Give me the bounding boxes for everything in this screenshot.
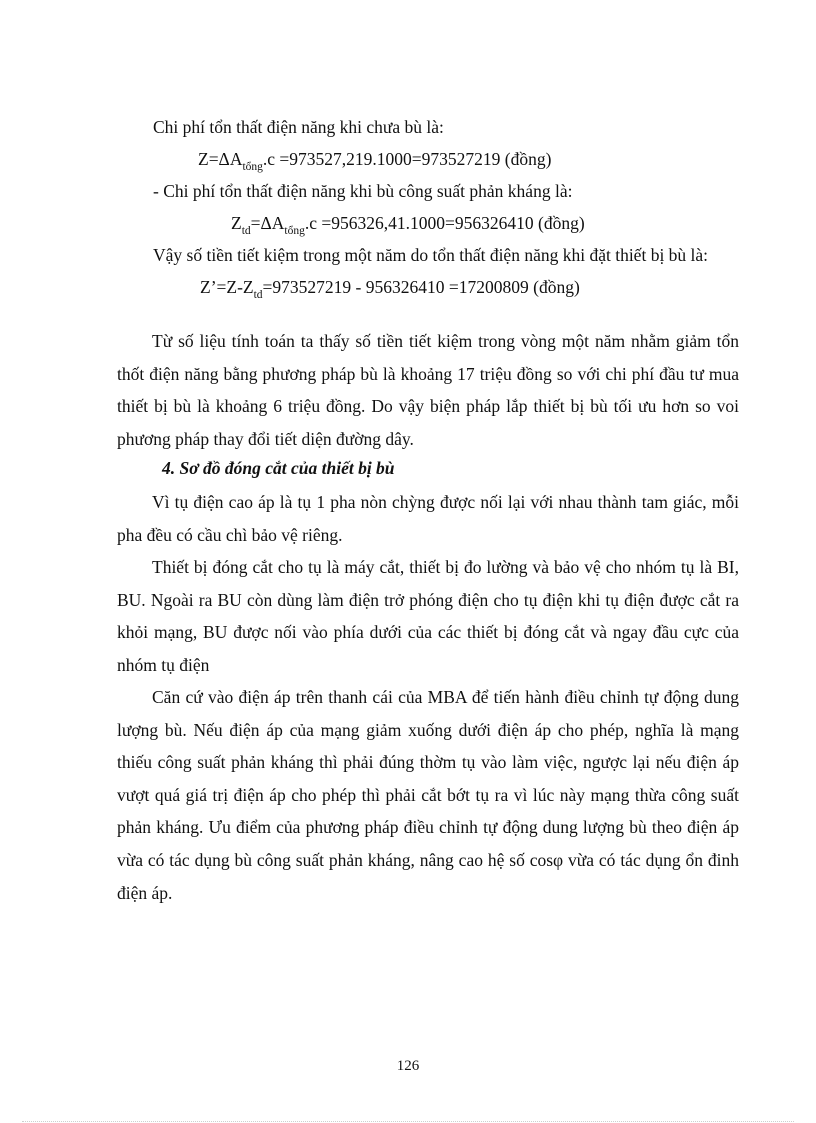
page-bottom-divider: [22, 1121, 794, 1122]
paragraph-capacitor-connection: Vì tụ điện cao áp là tụ 1 pha nòn chỳng được nối lại với nhau thành tam giác, mỗi pha đều có cầu chì bảo vệ riêng.: [117, 492, 739, 545]
calc-line-cost-after: - Chi phí tổn thất điện năng khi bù công suất phản kháng là:: [153, 181, 573, 201]
calc-line-formula-ztd: $Z_{td}=\Delta A_{tổng}.c =956326,41.1000=956326410$ (đồng): [231, 213, 585, 237]
paragraph-switching-devices: Thiết bị đóng cắt cho tụ là máy cắt, thiết bị đo lường và bảo vệ cho nhóm tụ là BI, BU. Ngoài ra BU còn dùng làm điện trở phóng điện cho tụ điện khi tụ điện được cắt ra khỏi mạng, BU được nối vào phía dưới của các thiết bị đóng cắt và ngay đầu cực của nhóm tụ điện: [117, 557, 739, 675]
section-heading: 4. Sơ đồ đóng cắt của thiết bị bù: [162, 458, 395, 478]
calc-line-formula-z: $Z=\Delta A_{tổng}.c =973527,219.1000=973527219$ (đồng): [198, 149, 552, 173]
calc-line-savings: Vậy số tiền tiết kiệm trong một năm do tổn thất điện năng khi đặt thiết bị bù là:: [153, 245, 709, 265]
page-number: 126: [396, 1058, 420, 1074]
paragraph-conclusion: Từ số liệu tính toán ta thấy số tiền tiết kiệm trong vòng một năm nhằm giảm tổn thốt điện năng bằng phương pháp bù là khoảng 17 triệu đồng so với chi phí đầu tư mua thiết bị bù là khoảng 6 triệu đồng. Do vậy biện pháp lắp thiết bị bù tối ưu hơn so voi phương pháp thay đổi tiết diện đường dây.: [117, 331, 739, 449]
calc-line-formula-zprime: $Z’=Z-Z_{td}=973527219 - 956326410 =17200809$ (đồng): [200, 277, 580, 301]
calc-line-cost-before: Chi phí tổn thất điện năng khi chưa bù là:: [153, 117, 444, 137]
paragraph-automatic-regulation: Căn cứ vào điện áp trên thanh cái của MBA để tiến hành điều chỉnh tự động dung lượng bù. Nếu điện áp của mạng giảm xuống dưới điện áp cho phép, nghĩa là mạng thiếu công suất phản kháng thì phải đúng thờm tụ vào làm việc, ngược lại nếu điện áp vượt quá giá trị điện áp cho phép thì phải cắt bớt tụ ra vì lúc này mạng thừa công suất phản kháng. Ưu điểm của phương pháp điều chỉnh tự động dung lượng bù theo điện áp vừa có tác dụng bù công suất phản kháng, nâng cao hệ số cosφ vừa có tác dụng ổn đinh điện áp.: [117, 687, 739, 903]
